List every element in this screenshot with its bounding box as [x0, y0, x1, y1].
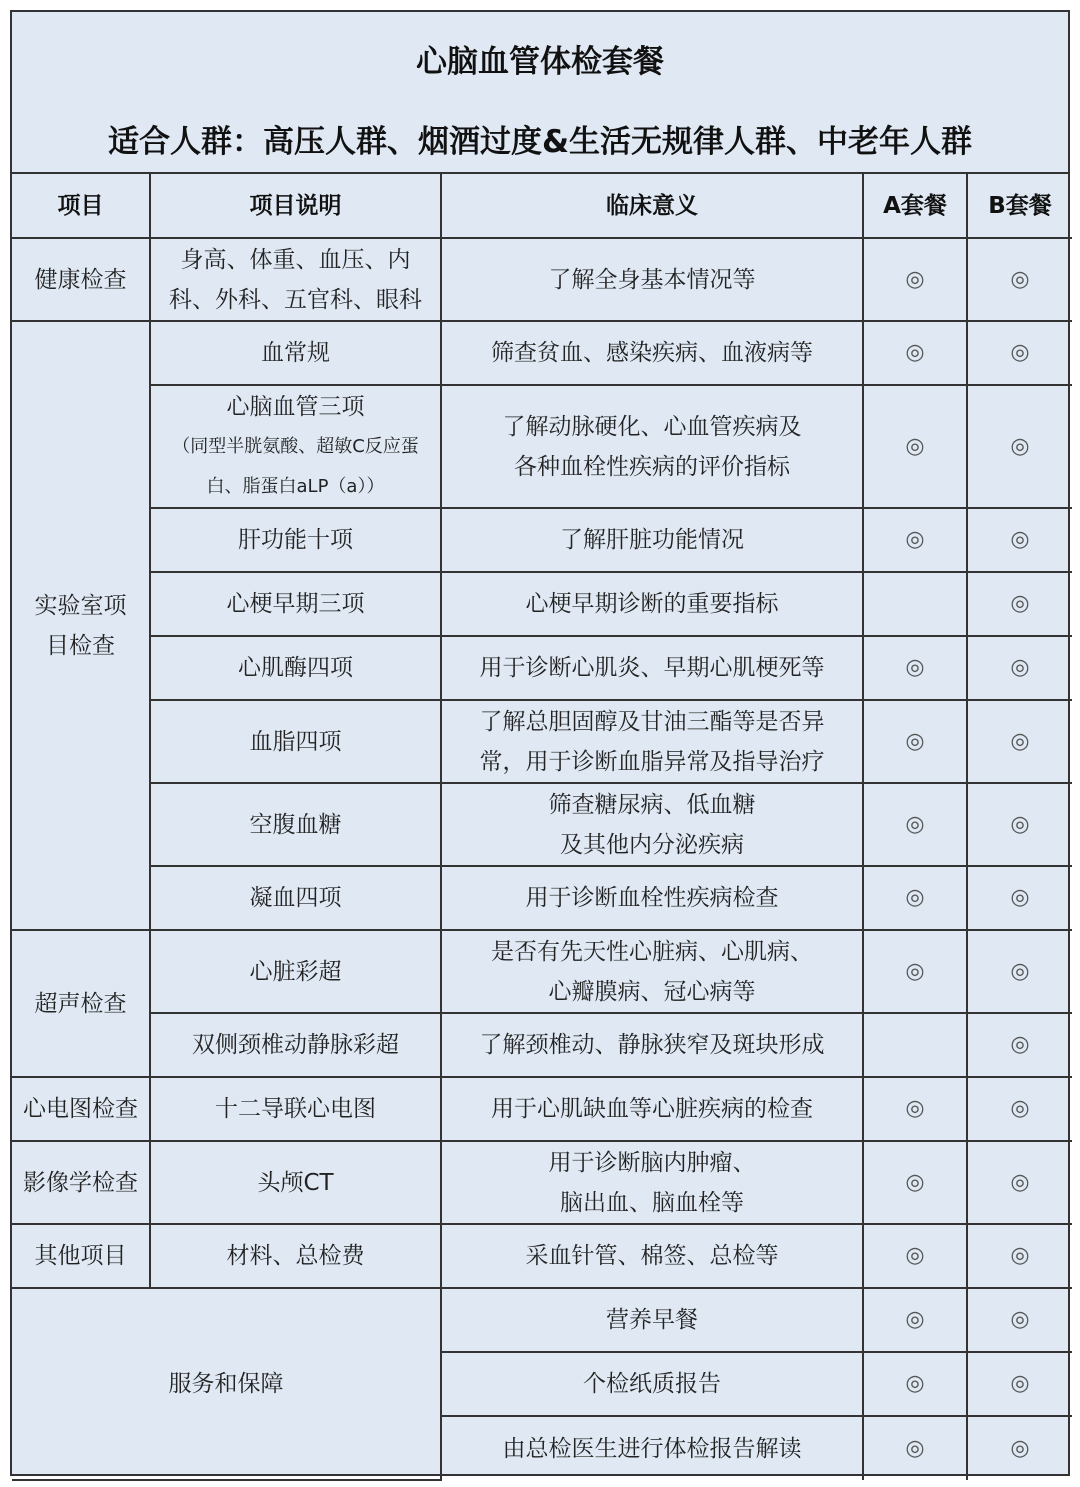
- item-description-cell: [150, 321, 441, 385]
- package-a-mark: ◎: [863, 1141, 967, 1224]
- service-package-b-mark: ◎: [967, 1416, 1072, 1480]
- package-a-mark: ◎: [863, 930, 967, 1013]
- text-line: 肝功能十项: [238, 527, 353, 553]
- category-cell: 健康检查: [12, 238, 150, 321]
- package-table: [12, 174, 1072, 1481]
- text-line: 是否有先天性心脏病、心肌病、: [491, 938, 813, 965]
- table-row: [12, 321, 1072, 385]
- text-line: 空腹血糖: [249, 811, 342, 838]
- clinical-meaning-cell: [441, 1224, 863, 1288]
- item-description-cell: [150, 636, 441, 700]
- package-a-mark: [863, 1013, 967, 1077]
- column-header-item: 项目: [12, 174, 150, 238]
- text-line: 采血针管、棉签、总检等: [525, 1243, 779, 1269]
- service-item-cell: 营养早餐: [441, 1288, 863, 1352]
- clinical-meaning-cell: [441, 572, 863, 636]
- text-line: 了解肝脏功能情况: [560, 527, 744, 553]
- text-line: 用于诊断血栓性疾病检查: [525, 885, 779, 911]
- text-line: 心梗早期三项: [226, 591, 365, 617]
- package-a-mark: ◎: [863, 636, 967, 700]
- item-description-cell: [150, 1077, 441, 1141]
- table-row: [12, 1141, 1072, 1224]
- text-line: 心脑血管三项: [226, 393, 365, 420]
- table-row: [12, 636, 1072, 700]
- package-a-mark: ◎: [863, 321, 967, 385]
- table-row: [12, 385, 1072, 508]
- target-group-subtitle: 适合人群：高压人群、烟酒过度&生活无规律人群、中老年人群: [107, 124, 973, 160]
- clinical-meaning-cell: [441, 1013, 863, 1077]
- item-description-cell: [150, 572, 441, 636]
- item-description-cell: [150, 866, 441, 930]
- item-description-cell: [150, 238, 441, 321]
- text-line: 各种血栓性疾病的评价指标: [514, 453, 790, 480]
- text-line: 心脏彩超: [249, 958, 342, 985]
- text-line: 心瓣膜病、冠心病等: [548, 978, 756, 1005]
- service-package-a-mark: ◎: [863, 1288, 967, 1352]
- clinical-meaning-cell: [441, 930, 863, 1013]
- package-a-mark: ◎: [863, 700, 967, 783]
- package-b-mark: ◎: [967, 866, 1072, 930]
- service-item-cell: 个检纸质报告: [441, 1352, 863, 1416]
- clinical-meaning-cell: [441, 1141, 863, 1224]
- package-a-mark: ◎: [863, 238, 967, 321]
- service-row: [12, 1288, 1072, 1352]
- table-row: [12, 572, 1072, 636]
- service-package-a-mark: ◎: [863, 1352, 967, 1416]
- package-b-mark: ◎: [967, 636, 1072, 700]
- text-line: 用于心肌缺血等心脏疾病的检查: [491, 1096, 813, 1122]
- package-b-mark: ◎: [967, 930, 1072, 1013]
- package-a-mark: ◎: [863, 1077, 967, 1141]
- service-category-cell: 服务和保障: [12, 1288, 441, 1480]
- package-b-mark: ◎: [967, 321, 1072, 385]
- clinical-meaning-cell: [441, 385, 863, 508]
- text-line: 双侧颈椎动静脉彩超: [192, 1032, 399, 1058]
- column-header-meaning: 临床意义: [441, 174, 863, 238]
- package-b-mark: ◎: [967, 1141, 1072, 1224]
- clinical-meaning-cell: [441, 783, 863, 866]
- clinical-meaning-cell: [441, 866, 863, 930]
- text-line: 身高、体重、血压、内: [180, 246, 411, 273]
- package-b-mark: ◎: [967, 1013, 1072, 1077]
- package-table-sheet: [10, 10, 1070, 1476]
- service-package-b-mark: ◎: [967, 1352, 1072, 1416]
- item-description-cell: [150, 1224, 441, 1288]
- service-package-b-mark: ◎: [967, 1288, 1072, 1352]
- clinical-meaning-cell: [441, 508, 863, 572]
- clinical-meaning-cell: [441, 321, 863, 385]
- text-line: 了解总胆固醇及甘油三酯等是否异: [479, 708, 825, 735]
- package-a-mark: ◎: [863, 783, 967, 866]
- table-row: [12, 238, 1072, 321]
- package-a-mark: ◎: [863, 508, 967, 572]
- category-cell: 超声检查: [12, 930, 150, 1077]
- text-line: 十二导联心电图: [215, 1096, 376, 1122]
- clinical-meaning-cell: [441, 700, 863, 783]
- package-b-mark: ◎: [967, 238, 1072, 321]
- text-line: 脑出血、脑血栓等: [560, 1189, 744, 1216]
- package-b-mark: ◎: [967, 1077, 1072, 1141]
- item-description-cell: [150, 1141, 441, 1224]
- package-b-mark: ◎: [967, 572, 1072, 636]
- table-row: [12, 1013, 1072, 1077]
- text-line: 了解颈椎动、静脉狭窄及斑块形成: [479, 1032, 825, 1058]
- category-cell: 其他项目: [12, 1224, 150, 1288]
- text-line: 了解全身基本情况等: [548, 266, 756, 293]
- item-description-cell: [150, 1013, 441, 1077]
- package-a-mark: ◎: [863, 385, 967, 508]
- text-line: 血常规: [261, 340, 330, 366]
- text-line: 科、外科、五官科、眼科: [169, 286, 422, 313]
- item-description-cell: [150, 385, 441, 508]
- category-cell: 实验室项目检查: [12, 321, 150, 930]
- text-line: 心肌酶四项: [238, 655, 353, 681]
- text-line: 用于诊断脑内肿瘤、: [548, 1149, 756, 1176]
- package-a-mark: [863, 572, 967, 636]
- table-header: [12, 12, 1068, 174]
- column-header-package-a: A套餐: [863, 174, 967, 238]
- service-item-cell: 由总检医生进行体检报告解读: [441, 1416, 863, 1480]
- package-b-mark: ◎: [967, 783, 1072, 866]
- text-line: 了解动脉硬化、心血管疾病及: [502, 413, 802, 440]
- text-line: 血脂四项: [249, 728, 342, 755]
- text-line: 常，用于诊断血脂异常及指导治疗: [479, 748, 825, 775]
- text-line: 心梗早期诊断的重要指标: [525, 591, 779, 617]
- category-cell: 影像学检查: [12, 1141, 150, 1224]
- item-description-cell: [150, 930, 441, 1013]
- item-note-line: 白、脂蛋白aLP（a））: [206, 475, 385, 497]
- text-line: 材料、总检费: [226, 1243, 365, 1269]
- package-b-mark: ◎: [967, 1224, 1072, 1288]
- text-line: 及其他内分泌疾病: [560, 831, 744, 858]
- column-header-row: [12, 174, 1072, 238]
- page-title: 心脑血管体检套餐: [416, 44, 664, 80]
- table-row: [12, 930, 1072, 1013]
- table-row: [12, 1077, 1072, 1141]
- item-description-cell: [150, 700, 441, 783]
- package-a-mark: ◎: [863, 1224, 967, 1288]
- package-a-mark: ◎: [863, 866, 967, 930]
- clinical-meaning-cell: [441, 238, 863, 321]
- item-description-cell: [150, 508, 441, 572]
- table-row: [12, 508, 1072, 572]
- clinical-meaning-cell: [441, 636, 863, 700]
- column-header-package-b: B套餐: [967, 174, 1072, 238]
- category-cell: 心电图检查: [12, 1077, 150, 1141]
- item-description-cell: [150, 783, 441, 866]
- text-line: 筛查贫血、感染疾病、血液病等: [491, 340, 813, 366]
- package-b-mark: ◎: [967, 700, 1072, 783]
- table-row: [12, 700, 1072, 783]
- table-row: [12, 866, 1072, 930]
- text-line: 用于诊断心肌炎、早期心肌梗死等: [479, 655, 825, 681]
- clinical-meaning-cell: [441, 1077, 863, 1141]
- table-row: [12, 1224, 1072, 1288]
- text-line: 头颅CT: [257, 1169, 334, 1196]
- column-header-description: 项目说明: [150, 174, 441, 238]
- item-note-line: （同型半胱氨酸、超敏C反应蛋: [172, 435, 419, 457]
- table-row: [12, 783, 1072, 866]
- text-line: 筛查糖尿病、低血糖: [548, 791, 756, 818]
- package-b-mark: ◎: [967, 385, 1072, 508]
- text-line: 凝血四项: [249, 885, 342, 911]
- package-b-mark: ◎: [967, 508, 1072, 572]
- service-package-a-mark: ◎: [863, 1416, 967, 1480]
